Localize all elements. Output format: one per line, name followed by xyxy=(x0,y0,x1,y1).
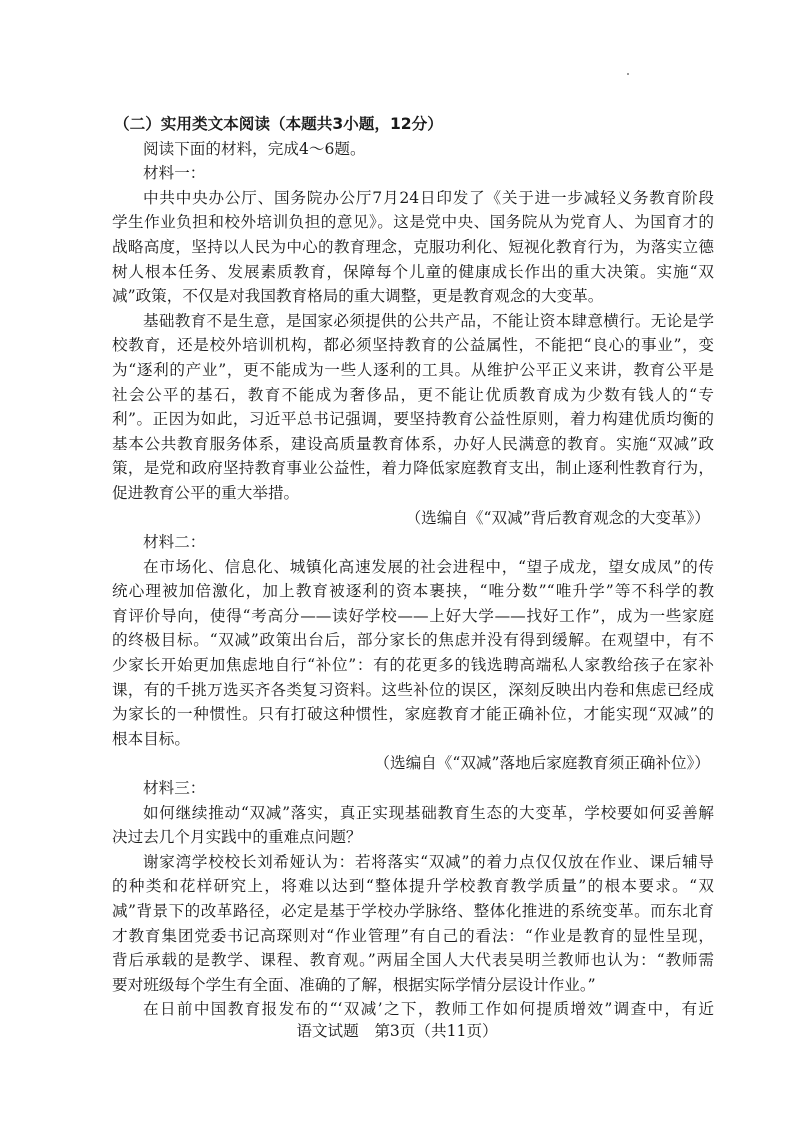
material2-source: （选编自《“双减”落地后家庭教育须正确补位》） xyxy=(374,754,710,773)
material2-paragraph1 xyxy=(112,555,714,752)
text-line: 树人根本任务、发展素质教育，保障每个儿童的健康成长作出的重大决策。实施“双 xyxy=(112,262,714,281)
text-line: 利”。正因为如此，习近平总书记强调，要坚持教育公益性原则，着力构建优质均衡的 xyxy=(112,410,714,429)
text-line: 统心理被加倍激化，加上教育被逐利的资本裹挟，“唯分数”“唯升学”等不科学的教 xyxy=(112,582,714,601)
material3-paragraph2 xyxy=(112,850,714,998)
text-line: 决过去几个月实践中的重难点问题？ xyxy=(112,828,362,847)
text-line: 谢家湾学校校长刘希娅认为：若将落实“双减”的着力点仅仅放在作业、课后辅导 xyxy=(143,852,714,871)
page-footer: 语文试题 第3页（共11页） xyxy=(296,1022,498,1040)
text-line: 基础教育不是生意，是国家必须提供的公共产品，不能让资本肆意横行。无论是学 xyxy=(143,311,714,330)
material1-paragraph2 xyxy=(112,309,714,506)
reading-section xyxy=(112,112,714,1022)
text-line: 要对班级每个学生有全面、准确的了解，根据实际学情分层设计作业。” xyxy=(112,975,596,994)
material3-label: 材料三： xyxy=(143,779,206,798)
text-line: 的种类和花样研究上，将难以达到“整体提升学校教育教学质量”的根本要求。“双 xyxy=(112,877,714,896)
instruction: 阅读下面的材料，完成4～6题。 xyxy=(143,139,366,158)
text-line: 育评价导向，使得“考高分——读好学校——上好大学——找好工作”，成为一些家庭 xyxy=(112,606,714,625)
text-line: 少家长开始更加焦虑地自行“补位”：有的花更多的钱选聘高端私人家教给孩子在家补 xyxy=(112,656,714,675)
text-line: 如何继续推动“双减”落实，真正实现基础教育生态的大变革，学校要如何妥善解 xyxy=(143,803,714,822)
material3-paragraph1 xyxy=(112,801,714,850)
text-line: 在日前中国教育报发布的“‘双减’之下，教师工作如何提质增效”调查中，有近 xyxy=(143,1000,714,1019)
text-line: 的终极目标。“双减”政策出台后，部分家长的焦虑并没有得到缓解。在观望中，有不 xyxy=(112,631,714,650)
material1-label: 材料一： xyxy=(143,164,206,183)
scan-speck xyxy=(627,73,629,75)
text-line: 促进教育公平的重大举措。 xyxy=(112,483,300,502)
text-line: 背后承载的是教学、课程、教育观。”两届全国人大代表吴明兰教师也认为：“教师需 xyxy=(112,951,714,970)
text-line: 减”背景下的改革路径，必定是基于学校办学脉络、整体化推进的系统变革。而东北育 xyxy=(112,902,714,920)
material2-label: 材料二： xyxy=(143,533,206,552)
text-line: 减”政策，不仅是对我国教育格局的重大调整，更是教育观念的大变革。 xyxy=(112,287,604,306)
text-line: 在市场化、信息化、城镇化高速发展的社会进程中，“望子成龙，望女成凤”的传 xyxy=(143,557,714,576)
material1-paragraph1 xyxy=(112,186,714,309)
text-line: 课，有的千挑万选买齐各类复习资料。这些补位的误区，深刻反映出内卷和焦虑已经成 xyxy=(112,680,714,699)
text-line: 学生作业负担和校外培训负担的意见》。这是党中央、国务院从为党育人、为国育才的 xyxy=(112,213,714,232)
text-line: 为家长的一种惯性。只有打破这种惯性，家庭教育才能正确补位，才能实现“双减”的 xyxy=(112,705,714,724)
text-line: 根本目标。 xyxy=(112,729,190,748)
text-line: 基本公共教育服务体系，建设高质量教育体系，办好人民满意的教育。实施“双减”政 xyxy=(112,434,714,453)
text-line: 才教育集团党委书记高琛则对“作业管理”有自己的看法：“作业是教育的显性呈现， xyxy=(112,926,714,945)
material1-source: （选编自《“双减”背后教育观念的大变革》） xyxy=(405,508,710,527)
text-line: 战略高度，坚持以人民为中心的教育理念，克服功利化、短视化教育行为，为落实立德 xyxy=(112,237,714,256)
text-line: 中共中央办公厅、国务院办公厅7月24日印发了《关于进一步减轻义务教育阶段 xyxy=(143,188,714,207)
text-line: 策，是党和政府坚持教育事业公益性，着力降低家庭教育支出，制止逐利性教育行为， xyxy=(112,459,714,478)
text-line: 为“逐利的产业”，更不能成为一些人逐利的工具。从维护公平正义来讲，教育公平是 xyxy=(112,360,714,379)
text-line: 校教育，还是校外培训机构，都必须坚持教育的公益属性，不能把“良心的事业”，变 xyxy=(112,336,714,355)
text-line: 社会公平的基石，教育不能成为奢侈品，更不能让优质教育成为少数有钱人的“专 xyxy=(112,385,714,404)
section-title: （二）实用类文本阅读（本题共3小题，12分） xyxy=(114,115,443,133)
